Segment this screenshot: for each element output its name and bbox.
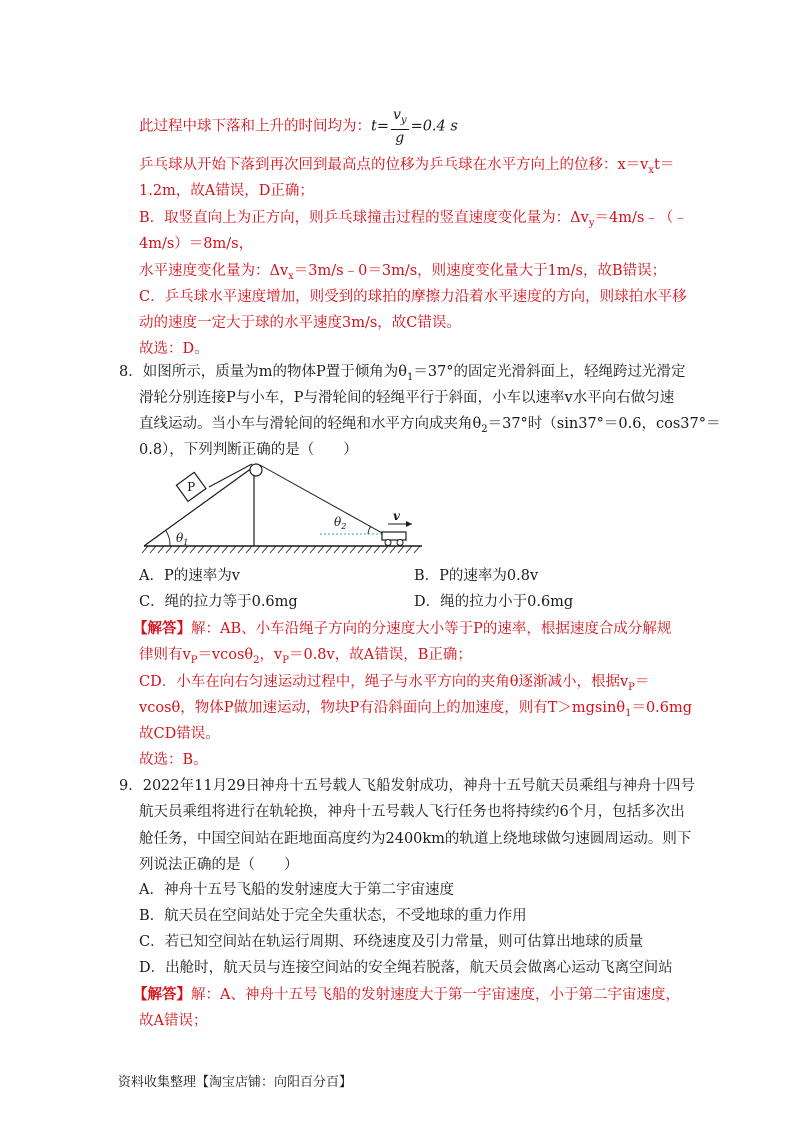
prev-solution-line-3: 1.2m，故A错误，D正确； [139,183,314,199]
time-fraction: $\frac{v_y}{g}$ [392,107,407,146]
prev-solution-line-9: 故选：D。 [139,341,209,357]
q9-answer-line-2: 故A错误； [139,1013,208,1029]
q9-stem-line-2: 航天员乘组将进行在轨轮换，神舟十五号载人飞行任务也将持续约6个月，包括多次出 [139,804,685,820]
q9-option-c: C．若已知空间站在轨运行周期、环绕速度及引力常量，则可估算出地球的质量 [139,934,644,950]
q9-option-d: D．出舱时，航天员与连接空间站的安全绳若脱落，航天员会做离心运动飞离空间站 [139,960,673,976]
prev-solution-line-6: 水平速度变化量为：$\Delta v_x=3m/s﹣0=3m/s$，则速度变化量大于1m/s，故B错误； [139,263,667,282]
cart-wheel-right [397,540,403,546]
q8-answer-line-1: 【解答】解：AB、小车沿绳子方向的分速度大小等于P的速率，根据速度合成分解规 [133,620,672,637]
page-footer: 资料收集整理【淘宝店铺：向阳百分百】 [118,1075,353,1090]
pulley-wheel [250,464,262,476]
cart-body [382,532,406,540]
block-p-label: P [187,479,196,494]
ground-hatching [142,546,420,553]
q9-option-a: A．神舟十五号飞船的发射速度大于第二宇宙速度 [139,882,454,898]
velocity-arrowhead [406,521,412,527]
q8-stem-line-4: 0.8），下列判断正确的是（ ） [139,442,358,458]
theta2-arc [368,526,371,534]
prev-solution-line-4: B．取竖直向上为正方向，则乒乓球撞击过程的竖直速度变化量为：$\Delta v_y=4m/s﹣(﹣$ [139,210,688,229]
q8-option-b: B．P的速率为0.8v [414,568,539,584]
q9-stem-line-3: 舱任务，中国空间站在距地面高度约为2400km的轨道上绕地球做匀速圆周运动。则下 [139,831,692,847]
prev-solution-line-7: C．乒乓球水平速度增加，则受到的球拍的摩擦力沿着水平速度的方向，则球拍水平移 [139,289,687,305]
q8-answer-line-5: 故CD错误。 [139,726,220,742]
block-p [176,472,206,501]
q9-stem-line-4: 列说法正确的是（ ） [139,857,299,873]
q8-stem-line-2: 滑轮分别连接P与小车，P与滑轮间的轻绳平行于斜面，小车以速率v水平向右做匀速 [139,390,675,406]
q8-answer-line-6: 故选：B。 [139,752,208,768]
q9-option-b: B．航天员在空间站处于完全失重状态，不受地球的重力作用 [139,908,527,924]
theta2-label: $\theta_2$ [334,515,347,531]
q8-answer-line-4: vcosθ，物体P做加速运动，物块P有沿斜面向上的加速度，则有T＞mgsinθ$_1$＝0.6mg [139,700,693,719]
q8-option-c: C．绳的拉力等于0.6mg [139,594,298,610]
q9-answer-line-1: 【解答】解：A、神舟十五号飞船的发射速度大于第一宇宙速度，小于第二宇宙速度， [133,986,680,1003]
rope-to-cart [260,465,384,534]
prev-solution-line-5: 4m/s）＝8m/s， [139,236,254,252]
q8-stem-line-1: 8．如图所示，质量为m的物体P置于倾角为$\theta_1=37^\circ$的固定光滑斜面上，轻绳跨过光滑定 [119,364,686,383]
q8-answer-line-2: 律则有$v_P=vcos\theta_2$，$v_P=0.8v$，故A错误，B正确； [139,647,472,666]
q9-stem-line-1: 9．2022年11月29日神舟十五号载人飞船发射成功，神舟十五号航天员乘组与神舟十四号 [119,778,696,794]
prev-solution-line-2: 乒乓球从开始下落到再次回到最高点的位移为乒乓球在水平方向上的位移：$x=v_xt=$ [139,157,675,176]
prev-solution-line-1: 此过程中球下落和上升的时间均为：t= $\frac{v_y}{g}$ =0.4 s [139,107,458,146]
theta1-label: $\theta_1$ [176,531,189,547]
q8-option-d: D．绳的拉力小于0.6mg [414,594,574,610]
q8-stem-line-3: 直线运动。当小车与滑轮间的轻绳和水平方向成夹角$\theta_2=37^\circ$时（sin37°＝0.6，cos37°＝ [139,416,721,435]
velocity-label: v [393,509,400,523]
cart-wheel-left [385,540,391,546]
q8-answer-line-3: CD．小车在向右匀速运动过程中，绳子与水平方向的夹角θ逐渐减小，根据$v_P=$ [139,674,650,693]
q8-option-a: A．P的速率为v [139,568,240,584]
incline-pulley-figure [140,458,430,558]
theta1-arc [166,531,170,546]
prev-solution-line-8: 动的速度一定大于球的水平速度3m/s，故C错误。 [139,315,461,331]
